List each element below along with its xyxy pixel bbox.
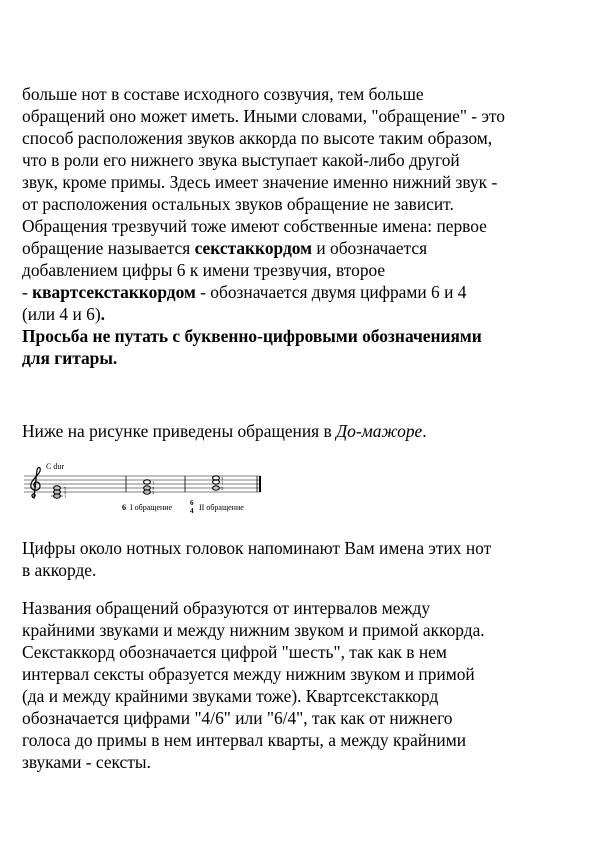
svg-text:3: 3	[221, 476, 224, 481]
chord-label: C dur	[46, 462, 64, 471]
text-line: крайними звуками и между нижним звуком и примой аккорда.	[22, 620, 485, 640]
term-six-four-chord: квартсекстаккордом	[32, 282, 196, 302]
text-line: что в роли его нижнего звука выступает какой-либо другой	[22, 150, 460, 170]
svg-text:3: 3	[64, 490, 67, 495]
figured-bass-four-bottom: 4	[190, 507, 194, 515]
text-run: (или 4 и 6)	[22, 304, 101, 324]
paragraph-inversion-names	[22, 597, 582, 773]
staff-image	[22, 458, 272, 520]
key-name: До-мажоре	[336, 421, 423, 441]
figured-bass-six-top: 6	[190, 499, 194, 507]
figured-bass-six: 6	[122, 503, 126, 512]
paragraph-inversions-intro	[22, 83, 582, 369]
svg-text:5: 5	[64, 486, 67, 491]
text-line: от расположения остальных звуков обращение не зависит.	[22, 194, 454, 214]
treble-clef-icon	[31, 467, 40, 498]
text-line: Названия обращений образуются от интервалов между	[22, 598, 431, 618]
text-line: Обращения трезвучий тоже имеют собственные имена: первое	[22, 216, 487, 236]
text-run: -	[22, 282, 33, 302]
svg-text:5: 5	[152, 486, 155, 491]
text-line: добавлением цифры 6 к имени трезвучия, второе	[22, 260, 386, 280]
text-line	[22, 420, 582, 442]
paragraph-digits-note	[22, 537, 582, 581]
text-run: .	[100, 304, 105, 324]
first-inversion-label: I обращение	[130, 503, 173, 512]
text-run: Ниже на рисунке приведены обращения в	[22, 421, 337, 441]
text-run: обращение называется	[22, 238, 195, 258]
svg-text:1: 1	[152, 480, 155, 485]
svg-text:1: 1	[221, 480, 224, 485]
text-run: .	[422, 421, 427, 441]
text-line: обращений оно может иметь. Иными словами, "обращение" - это	[22, 106, 505, 126]
svg-text:3: 3	[152, 490, 155, 495]
term-sixth-chord: секстаккордом	[194, 238, 312, 258]
paragraph-figure-intro	[22, 420, 582, 442]
text-line: способ расположения звуков аккорда по высоте таким образом,	[22, 128, 493, 148]
text-line: (да и между крайними звуками тоже). Квартсекстаккорд	[22, 686, 439, 706]
svg-text:5: 5	[221, 486, 224, 491]
text-line: Цифры около нотных головок напоминают Вам имена этих нот	[22, 538, 492, 558]
text-line: больше нот в составе исходного созвучия, тем больше	[22, 84, 424, 104]
text-line	[22, 303, 582, 325]
svg-text:1: 1	[64, 494, 67, 499]
text-line: голоса до примы в нем интервал кварты, а между крайними	[22, 730, 467, 750]
text-line: интервал сексты образуется между нижним звуком и примой	[22, 664, 475, 684]
text-line: в аккорде.	[22, 560, 97, 580]
text-run: и обозначается	[312, 238, 428, 258]
text-line	[22, 237, 582, 259]
warning-text: для гитары.	[22, 348, 118, 368]
warning-text: Просьба не путать с буквенно-цифровыми обозначениями	[22, 326, 482, 346]
text-line: звуками - сексты.	[22, 752, 151, 772]
text-run: - обозначается двумя цифрами 6 и 4	[195, 282, 467, 302]
text-line	[22, 281, 582, 303]
chord-first-inversion	[144, 480, 155, 495]
text-line: звук, кроме примы. Здесь имеет значение именно нижний звук -	[22, 172, 498, 192]
text-line: обозначается цифрами "4/6" или "6/4", так как от нижнего	[22, 708, 453, 728]
music-notation-figure	[22, 458, 272, 520]
chord-second-inversion	[213, 476, 224, 491]
second-inversion-label: II обращение	[199, 503, 244, 512]
text-line: Секстаккорд обозначается цифрой "шесть", так как в нем	[22, 642, 447, 662]
